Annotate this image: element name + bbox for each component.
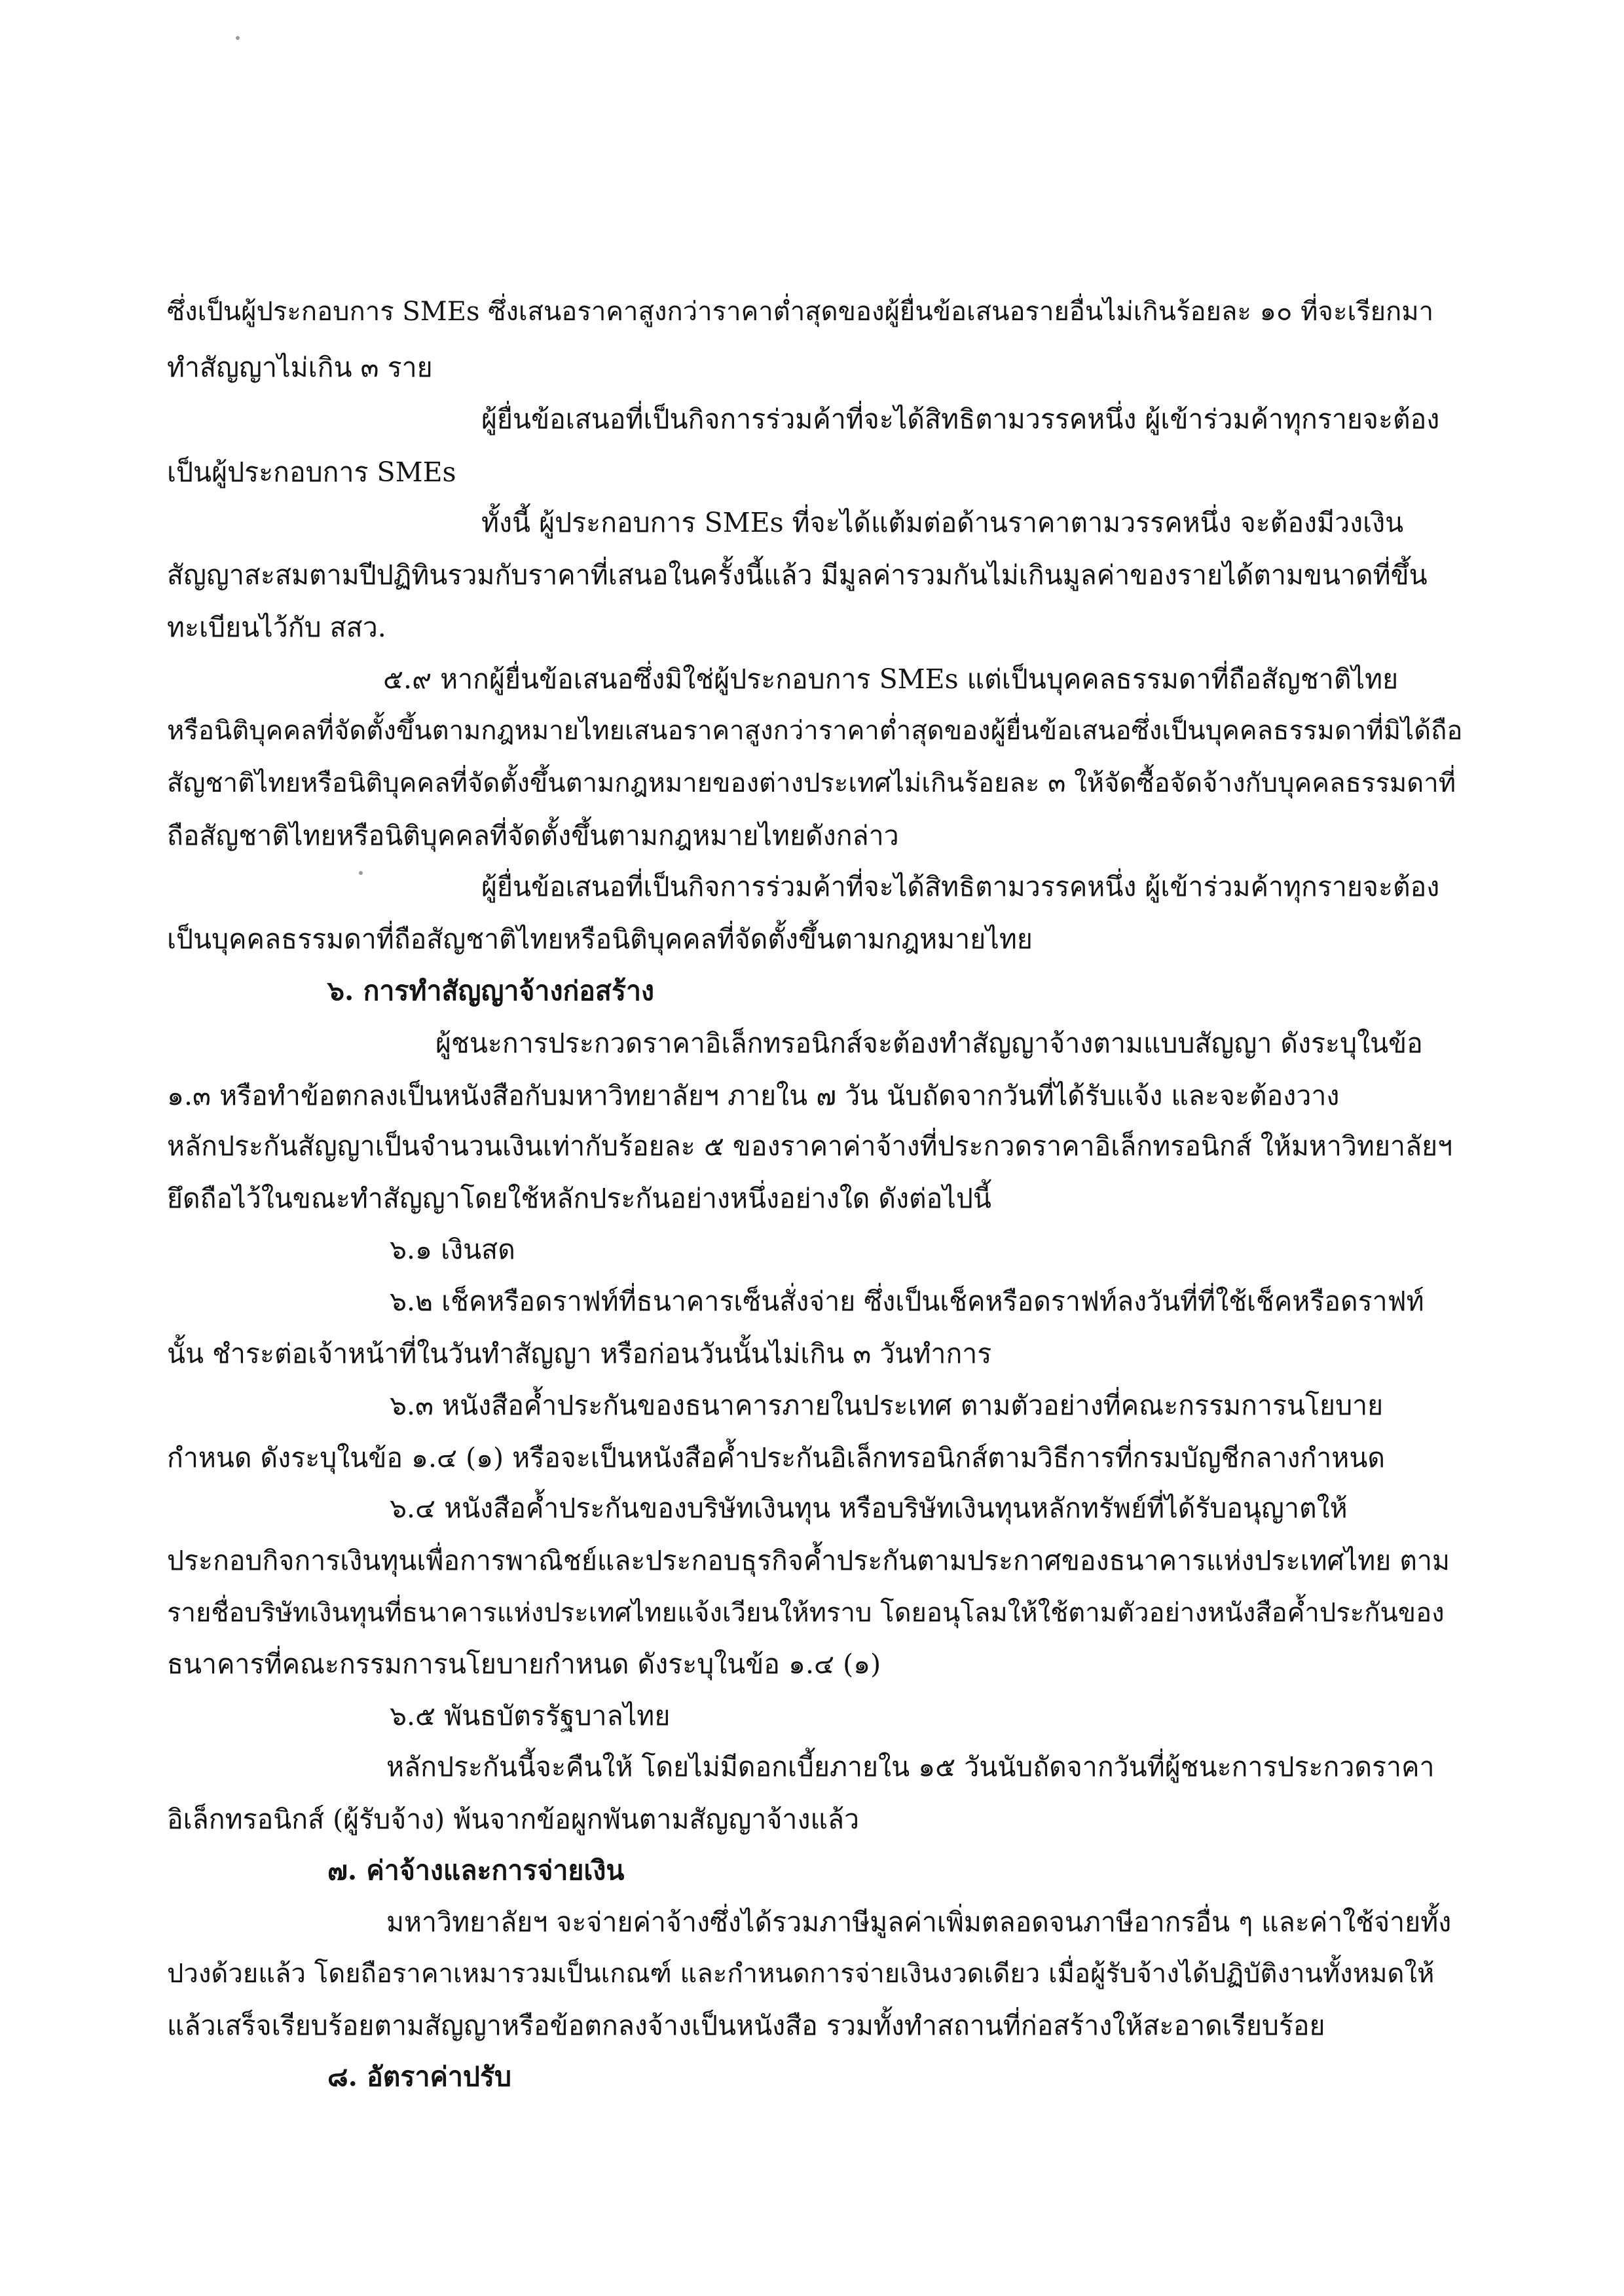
text-line: ยึดถือไว้ในขณะทำสัญญาโดยใช้หลักประกันอย่างหนึ่งอย่างใด ดังต่อไปนี้ xyxy=(167,1183,991,1214)
section-heading: ๗. ค่าจ้างและการจ่ายเงิน xyxy=(327,1855,625,1886)
text-line: ถือสัญชาติไทยหรือนิติบุคคลที่จัดตั้งขึ้นตามกฎหมายไทยดังกล่าว xyxy=(167,820,899,851)
text-line: สัญชาติไทยหรือนิติบุคคลที่จัดตั้งขึ้นตามกฎหมายของต่างประเทศไม่เกินร้อยละ ๓ ให้จัดซื้อจัดจ้างกับบุคคลธรรมดาที่ xyxy=(167,768,1456,798)
text-line: หรือนิติบุคคลที่จัดตั้งขึ้นตามกฎหมายไทยเสนอราคาสูงกว่าราคาต่ำสุดของผู้ยื่นข้อเสนอซึ่งเป็นบุคคลธรรมดาที่มิได้ถือ xyxy=(167,716,1463,746)
section-heading: ๘. อัตราค่าปรับ xyxy=(327,2061,511,2092)
text-line: ธนาคารที่คณะกรรมการนโยบายกำหนด ดังระบุในข้อ ๑.๔ (๑) xyxy=(167,1648,881,1680)
text-line: นั้น ชำระต่อเจ้าหน้าที่ในวันทำสัญญา หรือก่อนวันนั้นไม่เกิน ๓ วันทำการ xyxy=(167,1338,992,1369)
text-line: ทำสัญญาไม่เกิน ๓ ราย xyxy=(167,352,433,383)
scan-speck xyxy=(359,871,363,875)
text-line: ซึ่งเป็นผู้ประกอบการ SMEs ซึ่งเสนอราคาสูงกว่าราคาต่ำสุดของผู้ยื่นข้อเสนอรายอื่นไม่เกินร้อยละ ๑๐ ที่จะเรียกมา xyxy=(167,297,1434,327)
text-line: ๖.๕ พันธบัตรรัฐบาลไทย xyxy=(390,1700,671,1731)
text-line: หลักประกันนี้จะคืนให้ โดยไม่มีดอกเบี้ยภายใน ๑๕ วันนับถัดจากวันที่ผู้ชนะการประกวดราคา xyxy=(386,1751,1435,1783)
text-line: ๖.๑ เงินสด xyxy=(390,1234,515,1265)
section-heading: ๖. การทำสัญญาจ้างก่อสร้าง xyxy=(327,975,655,1007)
text-line: ๑.๓ หรือทำข้อตกลงเป็นหนังสือกับมหาวิทยาลัยฯ ภายใน ๗ วัน นับถัดจากวันที่ได้รับแจ้ง และจะต้องวาง xyxy=(167,1080,1340,1111)
scan-speck xyxy=(236,36,240,40)
text-line: มหาวิทยาลัยฯ จะจ่ายค่าจ้างซึ่งได้รวมภาษีมูลค่าเพิ่มตลอดจนภาษีอากรอื่น ๆ และค่าใช้จ่ายทั้ง xyxy=(386,1906,1452,1938)
text-line: ผู้ยื่นข้อเสนอที่เป็นกิจการร่วมค้าที่จะได้สิทธิตามวรรคหนึ่ง ผู้เข้าร่วมค้าทุกรายจะต้อง xyxy=(481,403,1440,435)
text-line: ๖.๔ หนังสือค้ำประกันของบริษัทเงินทุน หรือบริษัทเงินทุนหลักทรัพย์ที่ได้รับอนุญาตให้ xyxy=(390,1492,1348,1524)
text-line: แล้วเสร็จเรียบร้อยตามสัญญาหรือข้อตกลงจ้างเป็นหนังสือ รวมทั้งทำสถานที่ก่อสร้างให้สะอาดเรียบร้อย xyxy=(167,2010,1325,2041)
text-line: ผู้ชนะการประกวดราคาอิเล็กทรอนิกส์จะต้องทำสัญญาจ้างตามแบบสัญญา ดังระบุในข้อ xyxy=(435,1028,1423,1059)
text-line: ปวงด้วยแล้ว โดยถือราคาเหมารวมเป็นเกณฑ์ และกำหนดการจ่ายเงินงวดเดียว เมื่อผู้รับจ้างได้ปฏิบัติงานทั้งหมดให้ xyxy=(167,1959,1435,1989)
text-line: กำหนด ดังระบุในข้อ ๑.๔ (๑) หรือจะเป็นหนังสือค้ำประกันอิเล็กทรอนิกส์ตามวิธีการที่กรมบัญชีกลางกำหนด xyxy=(167,1442,1385,1473)
text-line: รายชื่อบริษัทเงินทุนที่ธนาคารแห่งประเทศไทยแจ้งเวียนให้ทราบ โดยอนุโลมให้ใช้ตามตัวอย่างหนังสือค้ำประกันของ xyxy=(167,1598,1445,1628)
text-line: เป็นบุคคลธรรมดาที่ถือสัญชาติไทยหรือนิติบุคคลที่จัดตั้งขึ้นตามกฎหมายไทย xyxy=(167,923,1033,955)
text-line: อิเล็กทรอนิกส์ (ผู้รับจ้าง) พ้นจากข้อผูกพันตามสัญญาจ้างแล้ว xyxy=(167,1804,860,1835)
text-line: หลักประกันสัญญาเป็นจำนวนเงินเท่ากับร้อยละ ๕ ของราคาค่าจ้างที่ประกวดราคาอิเล็กทรอนิกส์ ให้มหาวิทยาลัยฯ xyxy=(167,1130,1453,1162)
text-line: ประกอบกิจการเงินทุนเพื่อการพาณิชย์และประกอบธุรกิจค้ำประกันตามประกาศของธนาคารแห่งประเทศไทย ตาม xyxy=(167,1545,1450,1576)
text-line: สัญญาสะสมตามปีปฏิทินรวมกับราคาที่เสนอในครั้งนี้แล้ว มีมูลค่ารวมกันไม่เกินมูลค่าของรายได้ตามขนาดที่ขึ้น xyxy=(167,559,1428,591)
text-line: ทั้งนี้ ผู้ประกอบการ SMEs ที่จะได้แต้มต่อด้านราคาตามวรรคหนึ่ง จะต้องมีวงเงิน xyxy=(481,507,1404,538)
text-line: ๕.๙ หากผู้ยื่นข้อเสนอซึ่งมิใช่ผู้ประกอบการ SMEs แต่เป็นบุคคลธรรมดาที่ถือสัญชาติไทย xyxy=(383,663,1399,695)
text-line: ๖.๓ หนังสือค้ำประกันของธนาคารภายในประเทศ ตามตัวอย่างที่คณะกรรมการนโยบาย xyxy=(390,1390,1384,1421)
text-line: ทะเบียนไว้กับ สสว. xyxy=(167,612,386,643)
text-line: เป็นผู้ประกอบการ SMEs xyxy=(167,456,456,488)
text-line: ๖.๒ เช็คหรือดราฟท์ที่ธนาคารเซ็นสั่งจ่าย ซึ่งเป็นเช็คหรือดราฟท์ลงวันที่ที่ใช้เช็คหรือดราฟท์ xyxy=(390,1286,1424,1317)
text-line: ผู้ยื่นข้อเสนอที่เป็นกิจการร่วมค้าที่จะได้สิทธิตามวรรคหนึ่ง ผู้เข้าร่วมค้าทุกรายจะต้อง xyxy=(481,871,1440,902)
